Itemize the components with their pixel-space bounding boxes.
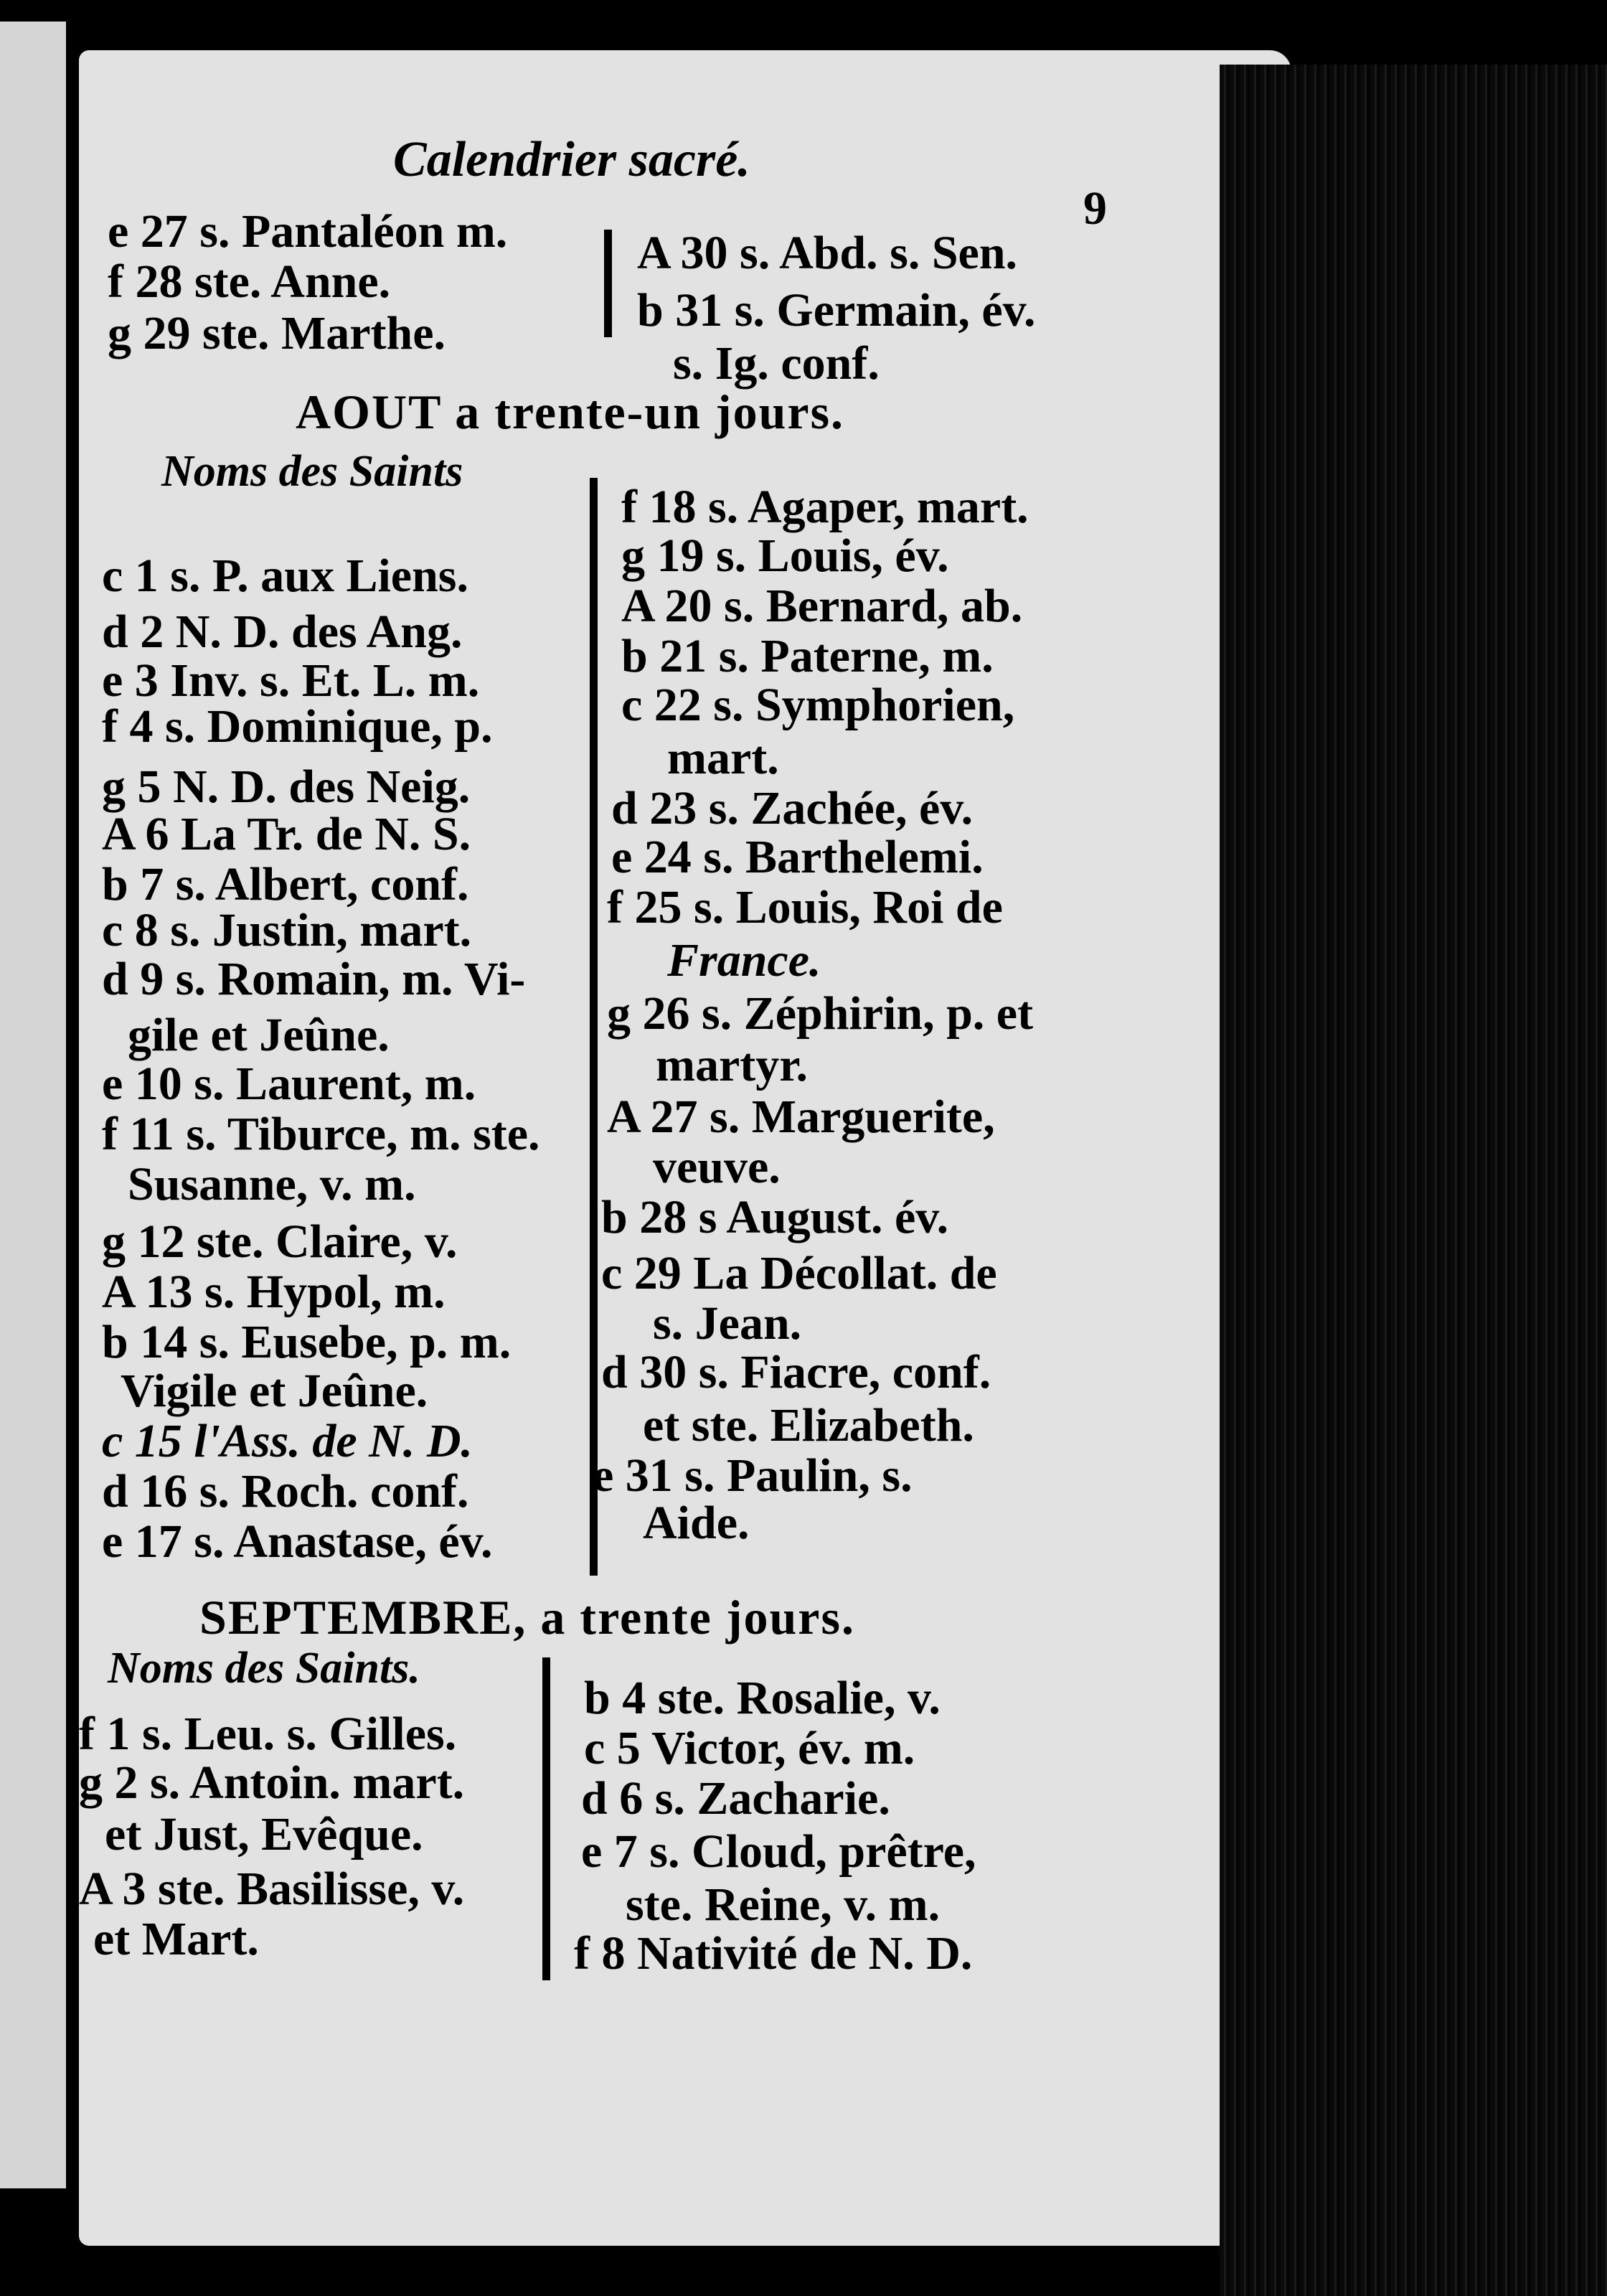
august-entry: g 19 s. Louis, év. [621,530,949,582]
september-entry: e 7 s. Cloud, prêtre, [581,1825,976,1878]
august-entry: s. Jean. [653,1297,802,1350]
july-entry: e 27 s. Pantaléon m. [108,205,508,258]
august-entry: b 14 s. Eusebe, p. m. [102,1316,512,1368]
september-entry: et Just, Evêque. [105,1808,423,1860]
september-entry: f 1 s. Leu. s. Gilles. [79,1708,457,1760]
august-entry: f 4 s. Dominique, p. [102,700,493,753]
august-entry: e 3 Inv. s. Et. L. m. [102,654,480,707]
august-entry: c 15 l'Ass. de N. D. [102,1415,473,1467]
july-entry: A 30 s. Abd. s. Sen. [637,227,1018,279]
august-entry: d 9 s. Romain, m. Vi- [102,953,526,1005]
august-entry: mart. [667,732,779,784]
september-entry: g 2 s. Antoin. mart. [79,1756,465,1809]
column-header: Noms des Saints [161,447,463,496]
august-entry: e 10 s. Laurent, m. [102,1058,476,1110]
august-entry: d 2 N. D. des Ang. [102,606,463,658]
book-page-edges [1220,65,1607,2296]
column-header: Noms des Saints. [108,1644,420,1693]
august-entry: martyr. [656,1039,808,1091]
september-entry: A 3 ste. Basilisse, v. [79,1863,465,1915]
august-entry: b 28 s August. év. [601,1191,949,1243]
august-entry: g 5 N. D. des Neig. [102,761,471,813]
august-entry: Susanne, v. m. [128,1158,416,1210]
august-entry: b 21 s. Paterne, m. [621,630,994,682]
september-entry: f 8 Nativité de N. D. [574,1927,973,1980]
august-entry: e 24 s. Barthelemi. [611,831,984,883]
august-entry: c 22 s. Symphorien, [621,679,1015,731]
page-title: Calendrier sacré. [393,132,750,187]
august-entry: A 20 s. Bernard, ab. [621,580,1023,632]
august-entry: d 23 s. Zachée, év. [611,782,974,834]
september-entry: ste. Reine, v. m. [626,1878,941,1931]
august-entry: veuve. [653,1141,781,1193]
july-entry: g 29 ste. Marthe. [108,307,446,359]
august-entry: A 6 La Tr. de N. S. [102,808,471,860]
september-entry: d 6 s. Zacharie. [581,1772,890,1825]
august-entry: f 18 s. Agaper, mart. [621,481,1029,533]
column-rule [590,478,598,1576]
august-entry: e 17 s. Anastase, év. [102,1515,493,1568]
august-entry: et ste. Elizabeth. [643,1399,974,1452]
august-entry: France. [667,934,821,987]
july-entry: b 31 s. Germain, év. [637,284,1036,337]
august-entry: f 25 s. Louis, Roi de [607,881,1003,933]
september-entry: et Mart. [93,1913,259,1965]
september-entry: b 4 ste. Rosalie, v. [584,1672,941,1724]
month-title-september: SEPTEMBRE, a trente jours. [199,1590,855,1645]
august-entry: Vigile et Jeûne. [121,1365,428,1417]
august-entry: c 1 s. P. aux Liens. [102,550,468,602]
august-entry: c 8 s. Justin, mart. [102,904,472,956]
july-entry: f 28 ste. Anne. [108,255,391,308]
august-entry: g 12 ste. Claire, v. [102,1215,458,1268]
august-entry: Aide. [643,1497,750,1549]
august-entry: f 11 s. Tiburce, m. ste. [102,1108,540,1160]
column-rule [542,1657,550,1980]
september-entry: c 5 Victor, év. m. [584,1722,915,1774]
august-entry: A 27 s. Marguerite, [607,1091,995,1143]
august-entry: c 29 La Décollat. de [601,1247,997,1299]
august-entry: g 26 s. Zéphirin, p. et [607,987,1034,1040]
page-number: 9 [1083,182,1107,235]
july-entry: s. Ig. conf. [673,337,880,390]
august-entry: A 13 s. Hypol, m. [102,1266,446,1318]
august-entry: gile et Jeûne. [128,1009,390,1061]
month-title-august: AOUT a trente-un jours. [296,385,845,439]
august-entry: e 31 s. Paulin, s. [593,1449,913,1502]
august-entry: b 7 s. Albert, conf. [102,858,469,911]
august-entry: d 16 s. Roch. conf. [102,1465,469,1518]
august-entry: d 30 s. Fiacre, conf. [601,1346,991,1398]
column-rule [604,230,612,337]
facing-page-edge [0,22,66,2188]
